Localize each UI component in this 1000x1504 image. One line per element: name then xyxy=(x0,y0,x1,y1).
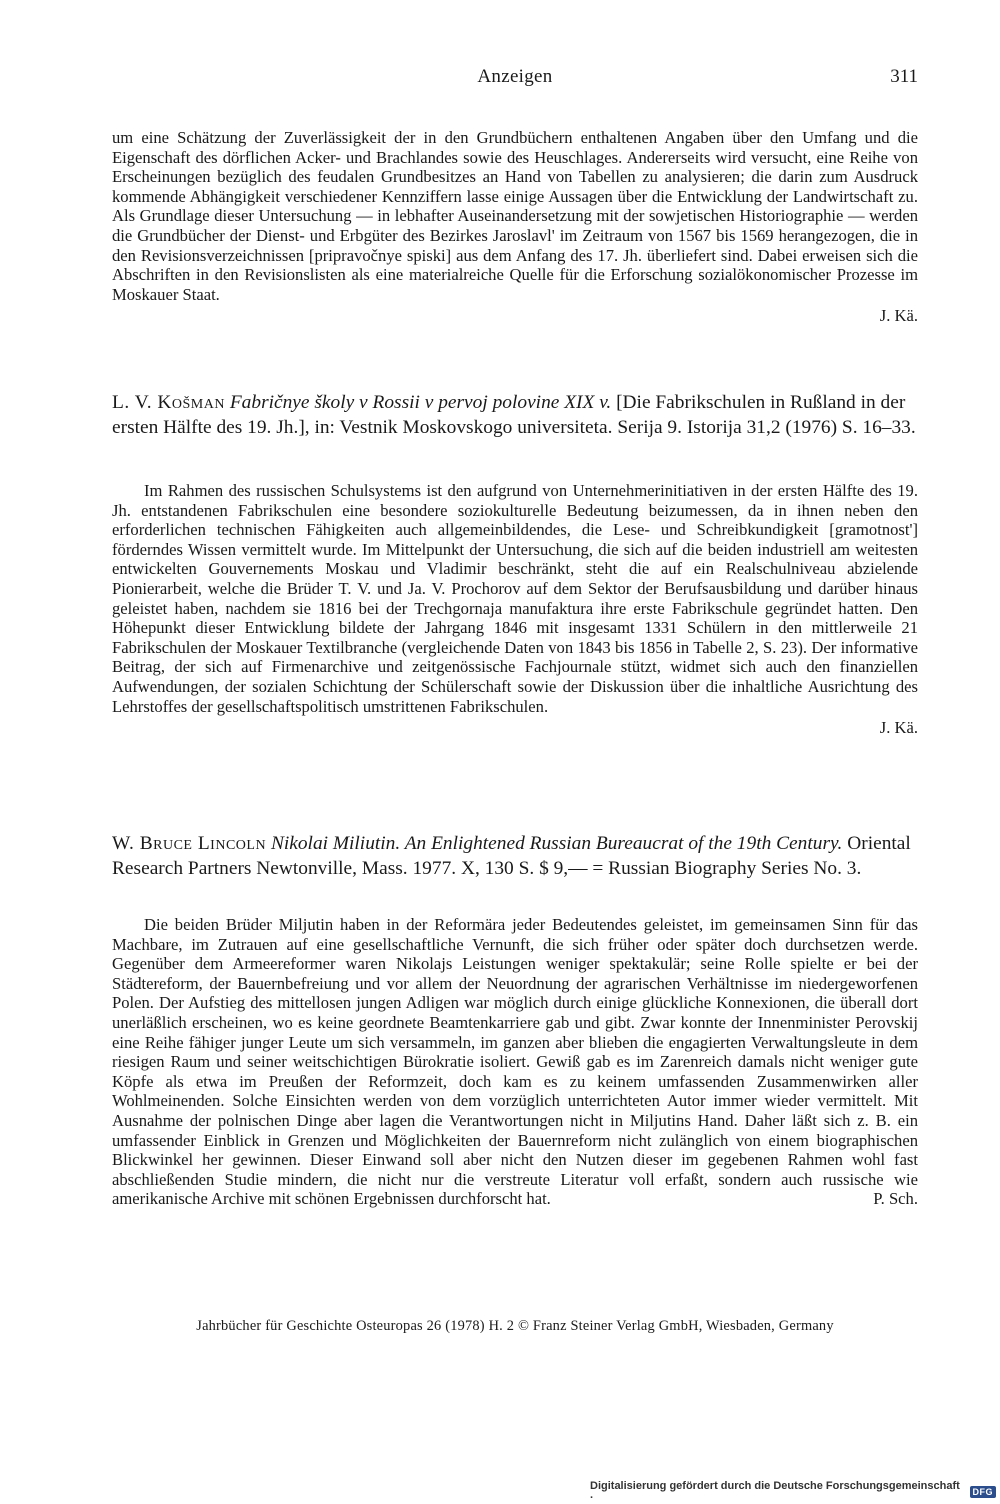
dfg-watermark xyxy=(590,1480,996,1504)
entry-3-signature: P. Sch. xyxy=(873,1189,918,1209)
entry-3-body: Die beiden Brüder Miljutin haben in der Reformära jeder Bedeutendes geleistet, im gemeinsamen Sinn für das Machbare, im Zutrauen auf eine gesellschaftliche Vernunft, die sich früher oder später doch durchsetzen werde. Gegenüber dem Armeereformer waren Nikolajs Leistungen weniger spektakulär; seine Rolle spielte er bei der Städtereform, der Bauernbefreiung und vor allem der Neuordnung der agrarischen Verhältnisse im niedergeworfenen Polen. Der Aufstieg des mittellosen jungen Adligen war möglich durch einige glückliche Konnexionen, die überall dort unerläßlich erscheinen, wo es keine geordnete Beamtenkarriere gab und gibt. Zwar konnte der Innenminister Perovskij eine Reihe fähiger junger Leute um sich versammeln, im ganzen aber blieben die engagierten Verwaltungsleute in dem riesigen Raum und seiner weitschichtigen Bürokratie isoliert. Gewiß gab es im Zarenreich damals nicht weniger gute Köpfe als etwa im Preußen der Reformzeit, doch kam es zu keinem umfassenden Zusammenwirken aller Wohlmeinenden. Solche Einsichten werden von dem vorzüglich unterrichteten Autor immer wieder vermittelt. Mit Ausnahme der polnischen Dinge aber lagen die Verantwortungen nicht in Miljutins Hand. Daher läßt sich z. B. ein umfassender Einblick in Grenzen und Möglichkeiten der Bauernreform nicht zulänglich von einem biographischen Blickwinkel her gewinnen. Dieser Einwand soll aber nicht den Nutzen dieser im gegebenen Rahmen wohl fast abschließenden Studie mindern, die nicht nur die verstreute Literatur voll erfaßt, sondern auch russische wie amerikanische Archive mit schönen Ergebnissen durchforscht hat. xyxy=(112,915,918,1209)
entry-1-continuation xyxy=(112,128,918,326)
entry-3-author: W. Bruce Lincoln xyxy=(112,833,267,854)
dfg-watermark-text: Digitalisierung gefördert durch die Deutsche Forschungsgemeinschaft · xyxy=(590,1480,960,1504)
dfg-logo-icon: DFG xyxy=(970,1486,997,1498)
entry-2-author: L. V. Košman xyxy=(112,392,225,413)
entry-2-review xyxy=(112,481,918,738)
entry-3-heading xyxy=(112,832,918,881)
entry-2-citation: [Die Fabrikschulen in Rußland in der ersten Hälfte des 19. Jh.], in: Vestnik Moskovskogo universiteta. Serija 9. Istorija 31,2 (1976) S. 16–33. xyxy=(112,392,916,438)
page-header xyxy=(112,66,918,96)
entry-3-title: Nikolai Miliutin. An Enlightened Russian Bureaucrat of the 19th Century. xyxy=(270,833,843,854)
entry-1-body: um eine Schätzung der Zuverlässigkeit der in den Grundbüchern enthaltenen Angaben über den Umfang und die Eigenschaft des dörflichen Acker- und Brachlandes sowie des Heuschlages. Andererseits wird versucht, eine Reihe von Erscheinungen bezüglich des feudalen Grundbesitzes an Hand von Tabellen zu analysieren; die darin zum Ausdruck kommende Abhängigkeit verschiedener Kennziffern lasse einige Aussagen über die Entwicklung der Landwirtschaft zu. Als Grundlage dieser Untersuchung — in lebhafter Auseinandersetzung mit der sowjetischen Historiographie — werden die Grundbücher der Dienst- und Erbgüter des Bezirkes Jaroslavl' im Zeitraum von 1567 bis 1569 herangezogen, die in den Revisionsverzeichnissen [pripravočnye spiski] aus dem Anfang des 17. Jh. überliefert sind. Dabei erweisen sich die Abschriften in den Revisionslisten als eine materialreiche Quelle für die Erforschung sozialökonomischer Prozesse im Moskauer Staat. xyxy=(112,128,918,304)
entry-2-heading xyxy=(112,391,918,440)
running-head: Anzeigen xyxy=(477,66,553,87)
journal-footer: Jahrbücher für Geschichte Osteuropas 26 (1978) H. 2 © Franz Steiner Verlag GmbH, Wiesbaden, Germany xyxy=(196,1318,834,1334)
entry-2-body: Im Rahmen des russischen Schulsystems ist den aufgrund von Unternehmerinitiativen in der ersten Hälfte des 19. Jh. entstandenen Fabrikschulen eine besondere soziokulturelle Bedeutung beizumessen, da in ihnen neben den erforderlichen technischen Fähigkeiten auch allgemeinbildendes, die Lese- und Schreibkundigkeit [gramotnost'] förderndes Wissen vermittelt wurde. Im Mittelpunkt der Untersuchung, die sich auf die beiden industriell am weitesten entwickelten Gouvernements Moskau und Vladimir beschränkt, steht die auf ein Realschulniveau abzielende Pionierarbeit, welche die Brüder T. V. und Ja. V. Prochorov auf dem Sektor der Berufsausbildung und darüber hinaus geleistet haben, nachdem sie 1816 bei der Trechgornaja manufaktura ihre erste Fabrikschule gegründet hatten. Den Höhepunkt dieser Entwicklung bildete der Jahrgang 1846 mit insgesamt 1331 Schülern in den mittlerweile 21 Fabrikschulen der Moskauer Textilbranche (vergleichende Daten von 1843 bis 1856 in Tabelle 2, S. 23). Der informative Beitrag, der sich auf Firmenarchive und zeitgenössische Fachjournale stützt, widmet sich auch den finanziellen Aufwendungen, der sozialen Schichtung der Schülerschaft sowie der Diskussion über die inhaltliche Ausrichtung des Lehrstoffes der gesellschaftspolitisch umstrittenen Fabrikschulen. xyxy=(112,481,918,716)
entry-2-signature: J. Kä. xyxy=(879,718,918,738)
page-number: 311 xyxy=(890,66,918,87)
entry-3-review xyxy=(112,915,918,1209)
entry-2-title: Fabričnye školy v Rossii v pervoj polovine XIX v. xyxy=(229,392,612,413)
entry-1-signature: J. Kä. xyxy=(879,306,918,326)
entry-3-citation: Oriental Research Partners Newtonville, Mass. 1977. X, 130 S. $ 9,— = Russian Biography Series No. 3. xyxy=(112,833,911,879)
